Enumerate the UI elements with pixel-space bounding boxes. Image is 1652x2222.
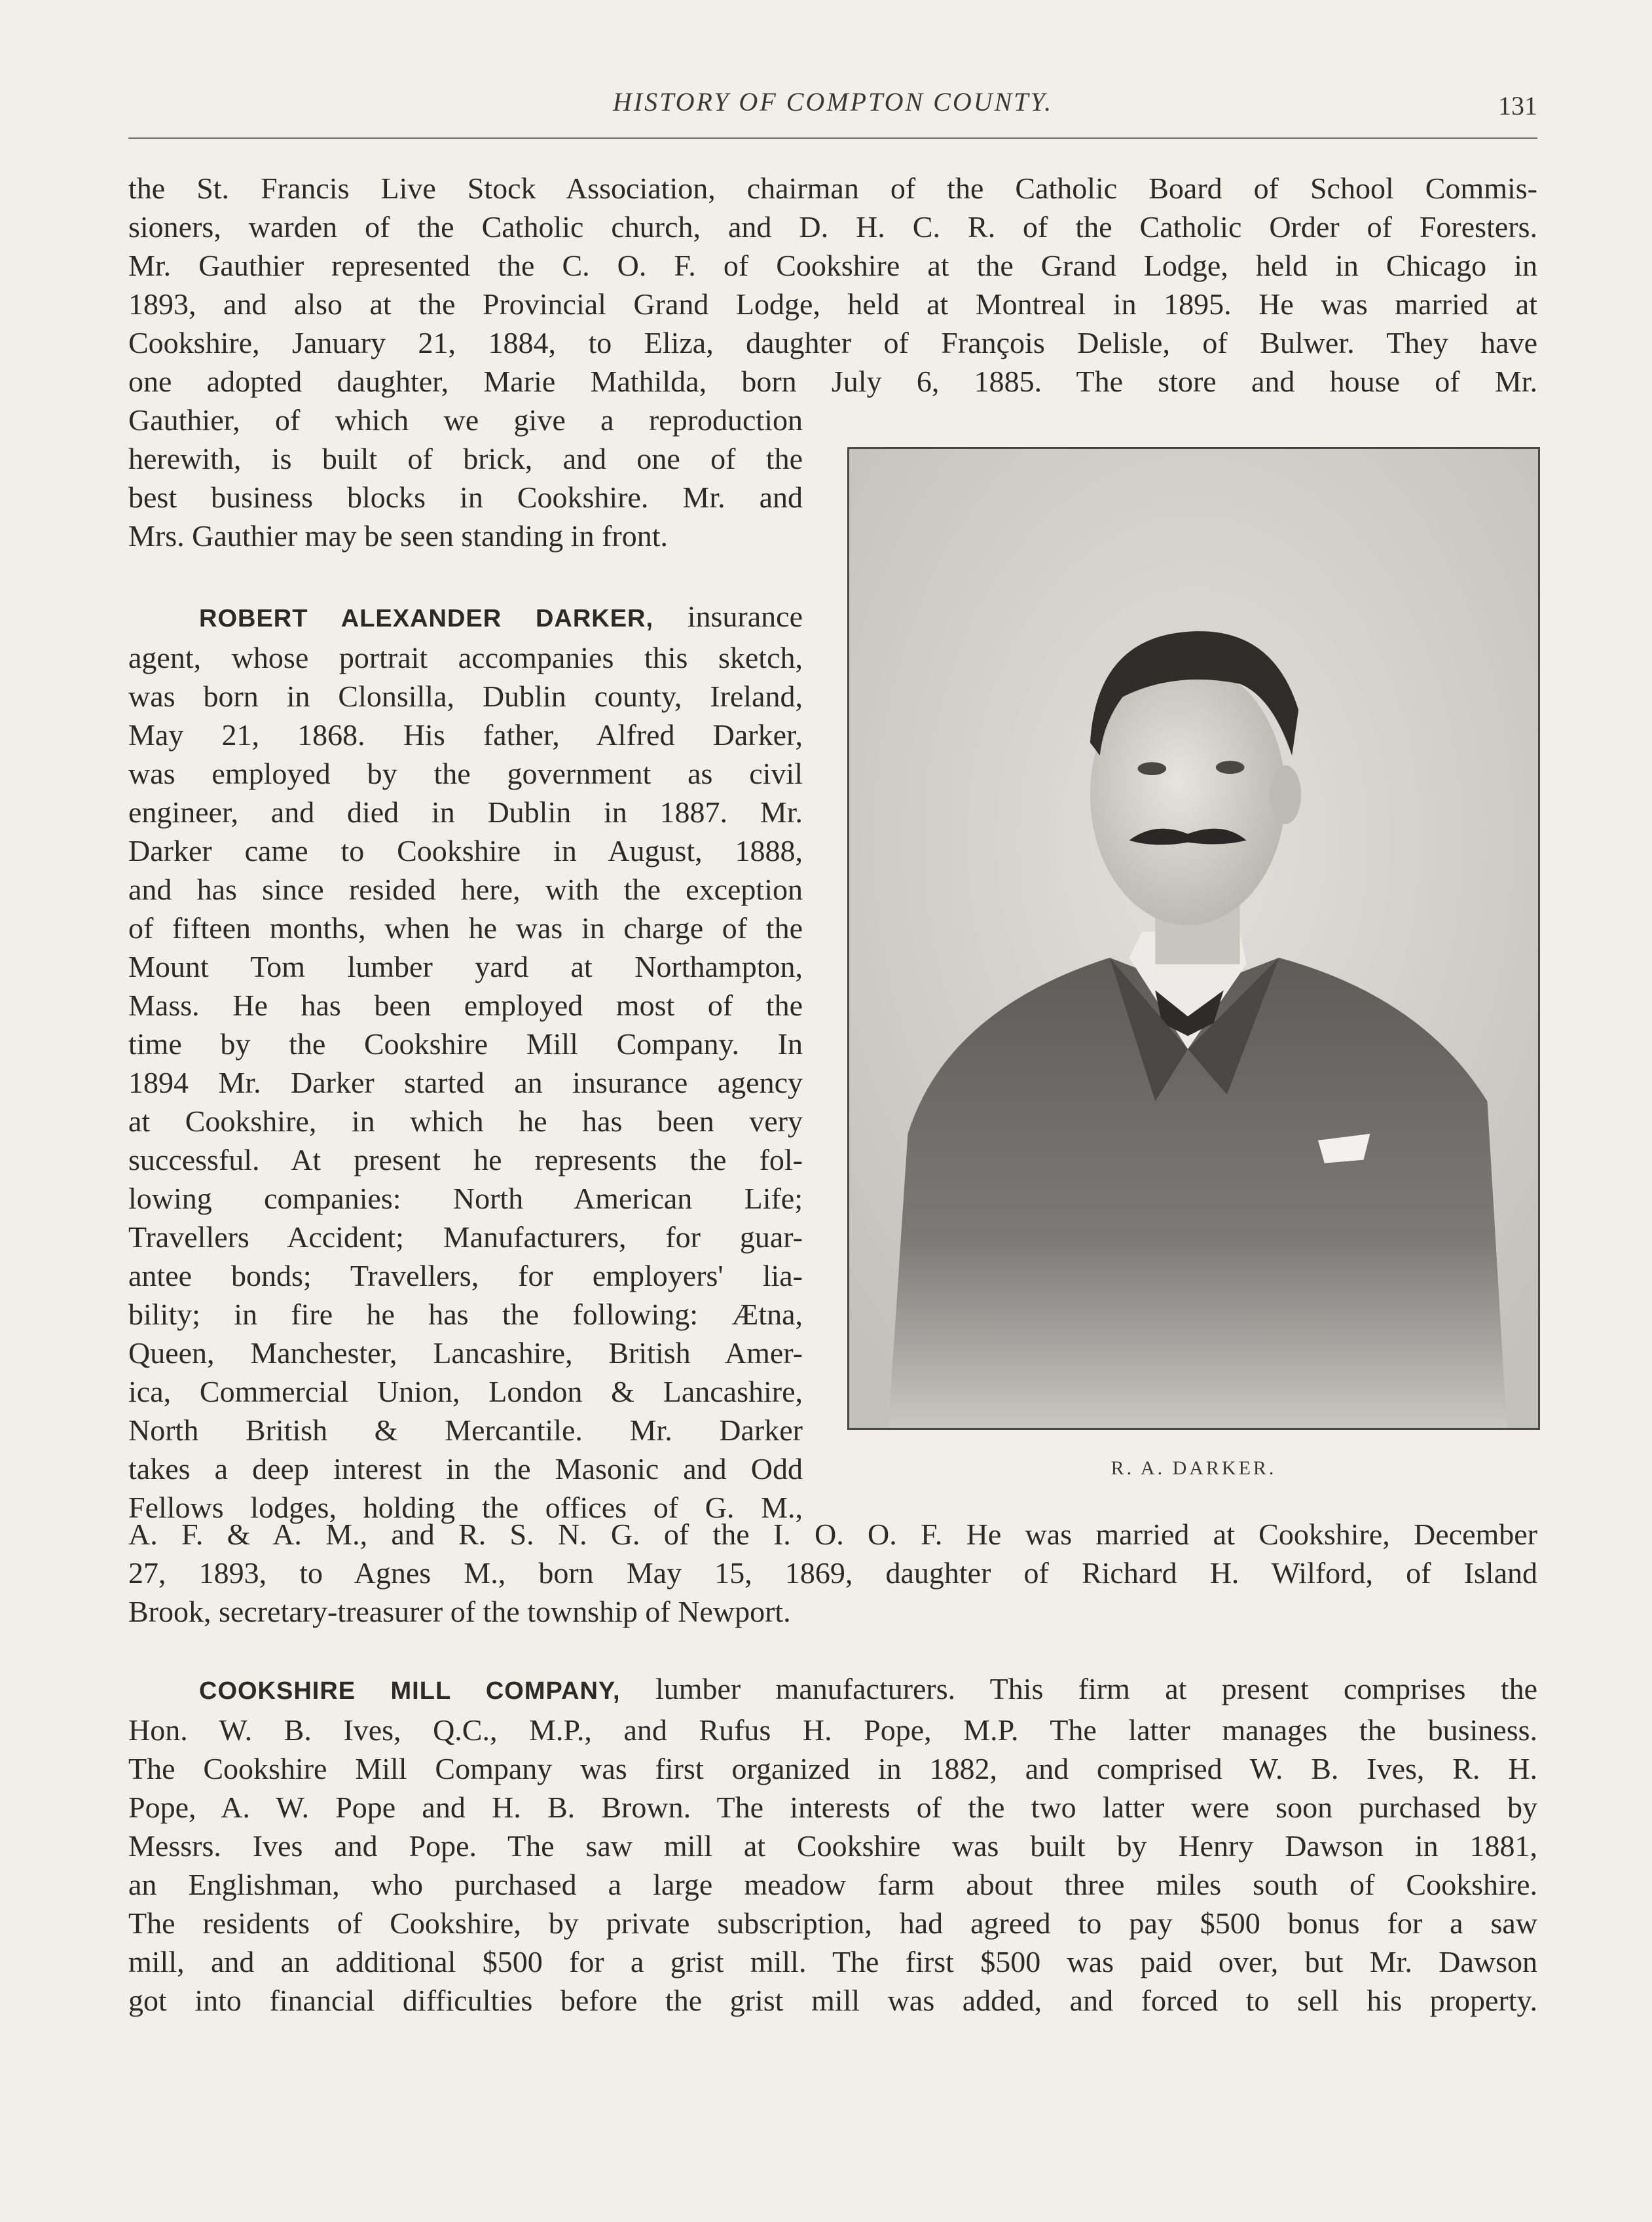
text-line: ica, Commercial Union, London & Lancashire, xyxy=(128,1375,803,1408)
text-line: Mass. He has been employed most of the xyxy=(128,989,803,1022)
text-line: best business blocks in Cookshire. Mr. and xyxy=(128,481,803,514)
text-line: takes a deep interest in the Masonic and Odd xyxy=(128,1452,803,1485)
text-line: antee bonds; Travellers, for employers' lia- xyxy=(128,1259,803,1292)
text-line: A. F. & A. M., and R. S. N. G. of the I. O. O. F. He was married at Cookshire, December xyxy=(128,1518,1537,1551)
mill-company-section xyxy=(128,1669,1537,2020)
text-line: Brook, secretary-treasurer of the township of Newport. xyxy=(128,1595,791,1628)
page-number: 131 xyxy=(1498,91,1537,120)
portrait-caption: R. A. DARKER. xyxy=(1111,1457,1277,1479)
text-line: Cookshire, January 21, 1884, to Eliza, daughter of François Delisle, of Bulwer. They have xyxy=(128,326,1537,359)
text-line xyxy=(128,597,803,638)
text-line: Hon. W. B. Ives, Q.C., M.P., and Rufus H. Pope, M.P. The latter manages the business. xyxy=(128,1713,1537,1747)
text-line: got into financial difficulties before the grist mill was added, and forced to sell his property. xyxy=(128,1984,1537,2017)
header-rule xyxy=(128,137,1537,139)
portrait-photo xyxy=(847,447,1540,1430)
text-line: mill, and an additional $500 for a grist mill. The first $500 was paid over, but Mr. Dawson xyxy=(128,1945,1537,1978)
text-line: North British & Mercantile. Mr. Darker xyxy=(128,1413,803,1447)
text-line: May 21, 1868. His father, Alfred Darker, xyxy=(128,718,803,752)
text-line: successful. At present he represents the fol- xyxy=(128,1143,803,1176)
text-line: the St. Francis Live Stock Association, chairman of the Catholic Board of School Commis- xyxy=(128,172,1537,205)
portrait-illustration xyxy=(849,449,1538,1428)
darker-biography-end xyxy=(128,1515,1537,1631)
text-line: and has since resided here, with the exception xyxy=(128,873,803,906)
text-line: Fellows lodges, holding the offices of G. M., xyxy=(128,1491,803,1524)
running-title: HISTORY OF COMPTON COUNTY. xyxy=(612,87,1054,117)
mill-heading-rest: lumber manufacturers. This firm at present comprises the xyxy=(655,1672,1537,1705)
running-head xyxy=(128,86,1537,139)
text-line: 27, 1893, to Agnes M., born May 15, 1869, daughter of Richard H. Wilford, of Island xyxy=(128,1556,1537,1590)
text-line: Messrs. Ives and Pope. The saw mill at Cookshire was built by Henry Dawson in 1881, xyxy=(128,1829,1537,1863)
portrait-face xyxy=(1090,665,1285,925)
text-line: Gauthier, of which we give a reproduction xyxy=(128,403,803,437)
darker-heading: ROBERT ALEXANDER DARKER, xyxy=(199,605,654,632)
text-line: at Cookshire, in which he has been very xyxy=(128,1104,803,1138)
text-line: 1894 Mr. Darker started an insurance agency xyxy=(128,1066,803,1099)
text-line xyxy=(128,1669,1537,1711)
darker-heading-rest: insurance xyxy=(687,600,803,633)
text-line: an Englishman, who purchased a large meadow farm about three miles south of Cookshire. xyxy=(128,1868,1537,1901)
text-line: Pope, A. W. Pope and H. B. Brown. The interests of the two latter were soon purchased by xyxy=(128,1791,1537,1824)
text-line: Travellers Accident; Manufacturers, for guar- xyxy=(128,1220,803,1254)
text-line: Mr. Gauthier represented the C. O. F. of Cookshire at the Grand Lodge, held in Chicago in xyxy=(128,249,1537,282)
text-line: sioners, warden of the Catholic church, and D. H. C. R. of the Catholic Order of Foresters. xyxy=(128,210,1537,244)
portrait-eye-right xyxy=(1216,761,1245,774)
text-line: Queen, Manchester, Lancashire, British Amer- xyxy=(128,1336,803,1370)
text-line: The residents of Cookshire, by private subscription, had agreed to pay $500 bonus for a saw xyxy=(128,1906,1537,1940)
text-line: of fifteen months, when he was in charge of the xyxy=(128,911,803,945)
text-line: The Cookshire Mill Company was first organized in 1882, and comprised W. B. Ives, R. H. xyxy=(128,1752,1537,1785)
gauthier-continuation xyxy=(128,401,803,555)
darker-biography xyxy=(128,597,803,1527)
text-line: one adopted daughter, Marie Mathilda, born July 6, 1885. The store and house of Mr. xyxy=(128,365,1537,398)
portrait-eye-left xyxy=(1137,762,1166,775)
text-line: 1893, and also at the Provincial Grand Lodge, held at Montreal in 1895. He was married at xyxy=(128,287,1537,321)
text-line: bility; in fire he has the following: Ætna, xyxy=(128,1298,803,1331)
text-line: was employed by the government as civil xyxy=(128,757,803,790)
mill-heading: COOKSHIRE MILL COMPANY, xyxy=(199,1677,621,1705)
text-line: Mrs. Gauthier may be seen standing in front. xyxy=(128,519,668,553)
text-line: Darker came to Cookshire in August, 1888, xyxy=(128,834,803,867)
text-line: Mount Tom lumber yard at Northampton, xyxy=(128,950,803,983)
portrait-ear xyxy=(1270,765,1301,824)
text-line: lowing companies: North American Life; xyxy=(128,1182,803,1215)
gauthier-paragraph xyxy=(128,169,1537,401)
text-line: was born in Clonsilla, Dublin county, Ireland, xyxy=(128,680,803,713)
text-line: engineer, and died in Dublin in 1887. Mr. xyxy=(128,795,803,829)
text-line: herewith, is built of brick, and one of the xyxy=(128,442,803,475)
text-line: time by the Cookshire Mill Company. In xyxy=(128,1027,803,1061)
text-line: agent, whose portrait accompanies this sketch, xyxy=(128,641,803,674)
